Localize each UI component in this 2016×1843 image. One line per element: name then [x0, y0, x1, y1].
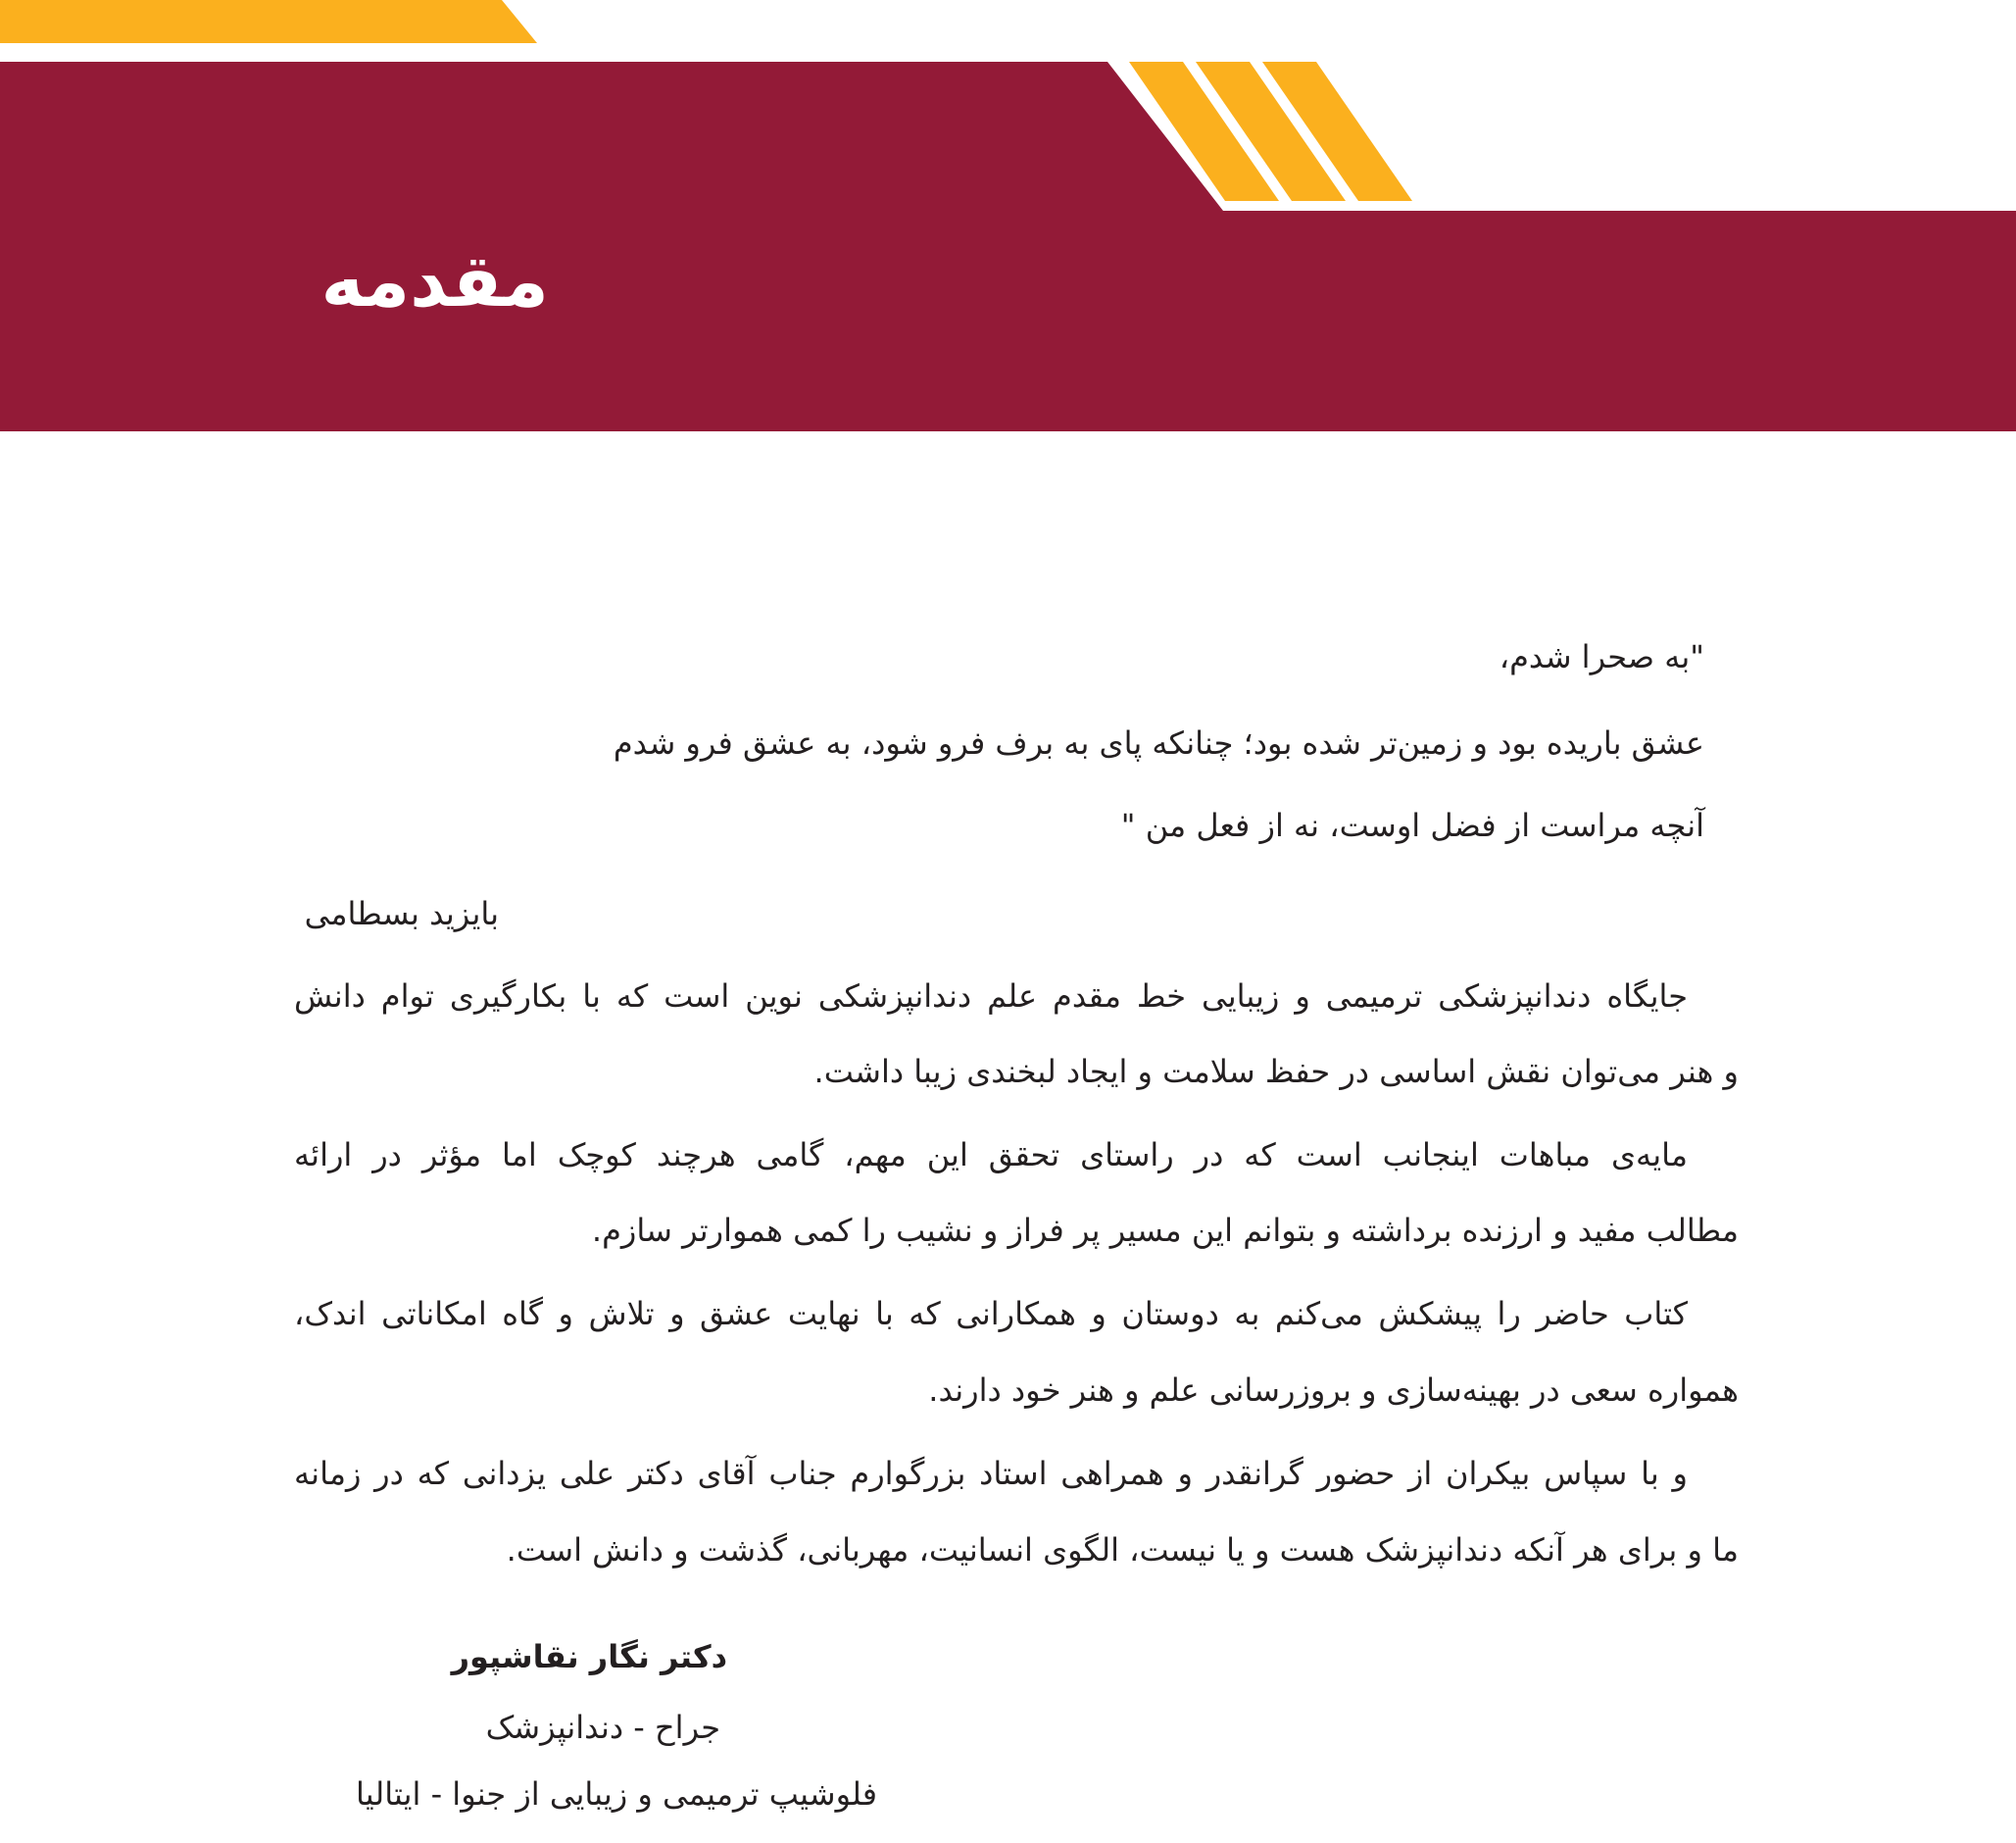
- author-credential: فلوشیپ ترمیمی و زیبایی از جنوا - ایتالیا: [356, 1775, 877, 1813]
- poem-line: "به صحرا شدم،: [1499, 638, 1704, 675]
- author-title: جراح - دندانپزشک: [485, 1709, 720, 1746]
- author-name: دکتر نگار نقاشپور: [451, 1638, 727, 1675]
- page-title: مقدمه: [320, 239, 549, 324]
- paragraph-line: جایگاه دندانپزشکی ترمیمی و زیبایی خط مقدم علم دندانپزشکی نوین است که با بکارگیری توام دانش: [294, 977, 1688, 1015]
- header-banner: [0, 0, 2016, 431]
- paragraph-line: و با سپاس بیکران از حضور گرانقدر و همراهی استاد بزرگوارم جناب آقای دکتر علی یزدانی که در زمانه: [294, 1455, 1688, 1492]
- paragraph-line: کتاب حاضر را پیشکش می‌کنم به دوستان و همکارانی که با نهایت عشق و تلاش و گاه امکاناتی اندک،: [294, 1295, 1688, 1332]
- top-accent-stripe: [0, 0, 537, 43]
- paragraph-line: مایه‌ی مباهات اینجانب است که در راستای تحقق این مهم، گامی هرچند کوچک اما مؤثر در ارائه: [294, 1136, 1688, 1173]
- paragraph-line: همواره سعی در بهینه‌سازی و بروزرسانی علم و هنر خود دارند.: [928, 1371, 1739, 1409]
- paragraph-line: مطالب مفید و ارزنده برداشته و بتوانم این مسیر پر فراز و نشیب را کمی هموارتر سازم.: [591, 1212, 1739, 1249]
- poem-line: عشق باریده بود و زمین‌تر شده بود؛ چنانکه پای به برف فرو شود، به عشق فرو شدم: [613, 724, 1704, 762]
- poem-attribution: بایزید بسطامی: [304, 895, 499, 932]
- poem-line: آنچه مراست از فضل اوست، نه از فعل من ": [1120, 807, 1704, 844]
- paragraph-line: ما و برای هر آنکه دندانپزشک هست و یا نیست، الگوی انسانیت، مهربانی، گذشت و دانش است.: [506, 1531, 1739, 1569]
- paragraph-line: و هنر می‌توان نقش اساسی در حفظ سلامت و ایجاد لبخندی زیبا داشت.: [813, 1053, 1739, 1090]
